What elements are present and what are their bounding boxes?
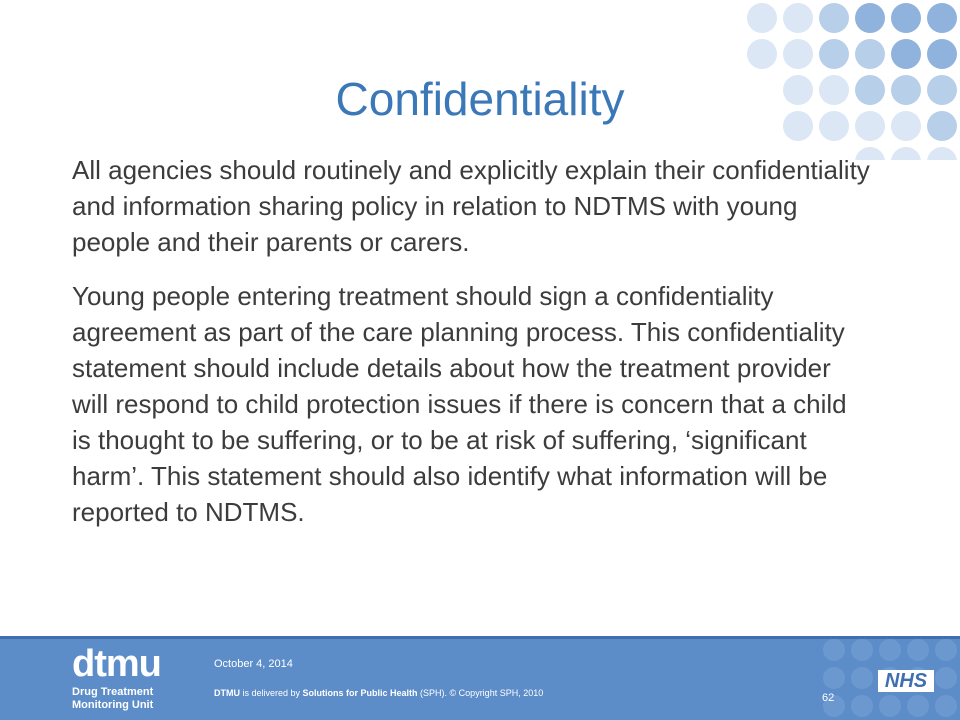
- decorative-dot: [907, 695, 929, 717]
- decorative-dot: [855, 3, 885, 33]
- decorative-dot: [879, 639, 901, 661]
- credit-org: Solutions for Public Health: [302, 688, 418, 698]
- decorative-dot: [891, 39, 921, 69]
- footer-divider: [0, 636, 960, 639]
- decorative-dot: [851, 667, 873, 689]
- dtmu-logo: dtmu: [72, 643, 161, 685]
- decorative-dot: [927, 147, 957, 160]
- decorative-dot: [783, 39, 813, 69]
- footer-date: October 4, 2014: [214, 658, 293, 670]
- decorative-dot: [851, 639, 873, 661]
- credit-mid: is delivered by: [240, 688, 303, 698]
- decorative-dot: [927, 39, 957, 69]
- nhs-logo: NHS: [878, 670, 934, 692]
- credit-suffix: (SPH). © Copyright SPH, 2010: [417, 688, 544, 698]
- decorative-dot: [747, 3, 777, 33]
- page-number: 62: [822, 692, 835, 704]
- decorative-dot: [879, 695, 901, 717]
- dtmu-logo-subtitle: [72, 686, 212, 712]
- decorative-dot: [747, 39, 777, 69]
- decorative-dot: [891, 3, 921, 33]
- logo-subtitle-line1: Drug Treatment: [72, 686, 154, 698]
- decorative-dot: [823, 667, 845, 689]
- decorative-dot: [823, 639, 845, 661]
- decorative-dot: [935, 639, 957, 661]
- decorative-dot: [927, 3, 957, 33]
- decorative-dot: [851, 695, 873, 717]
- decorative-dot: [891, 147, 921, 160]
- decorative-dot: [935, 695, 957, 717]
- decorative-dot: [783, 3, 813, 33]
- decorative-dot: [855, 39, 885, 69]
- decorative-dot: [819, 3, 849, 33]
- slide-body: [72, 152, 872, 548]
- logo-subtitle-line2: Monitoring Unit: [72, 699, 154, 711]
- decorative-dot: [819, 39, 849, 69]
- decorative-dot: [935, 667, 957, 689]
- paragraph-2: Young people entering treatment should sign a confidentiality agreement as part of the care planning process. This confidentiality statement should include details about how the treatment provider will respond to child protection issues if there is concern that a child is thought to be suffering, or to be at risk of suffering, ‘significant harm’. This statement should also identify what information will be reported to NDTMS.: [72, 281, 847, 527]
- paragraph-1: All agencies should routinely and explicitly explain their confidentiality and information sharing policy in relation to NDTMS with young people and their parents or carers.: [72, 155, 870, 257]
- decorative-dot: [907, 639, 929, 661]
- credit-dtmu: DTMU: [214, 688, 240, 698]
- footer-credit: [214, 688, 543, 698]
- slide-title: Confidentiality: [335, 73, 625, 125]
